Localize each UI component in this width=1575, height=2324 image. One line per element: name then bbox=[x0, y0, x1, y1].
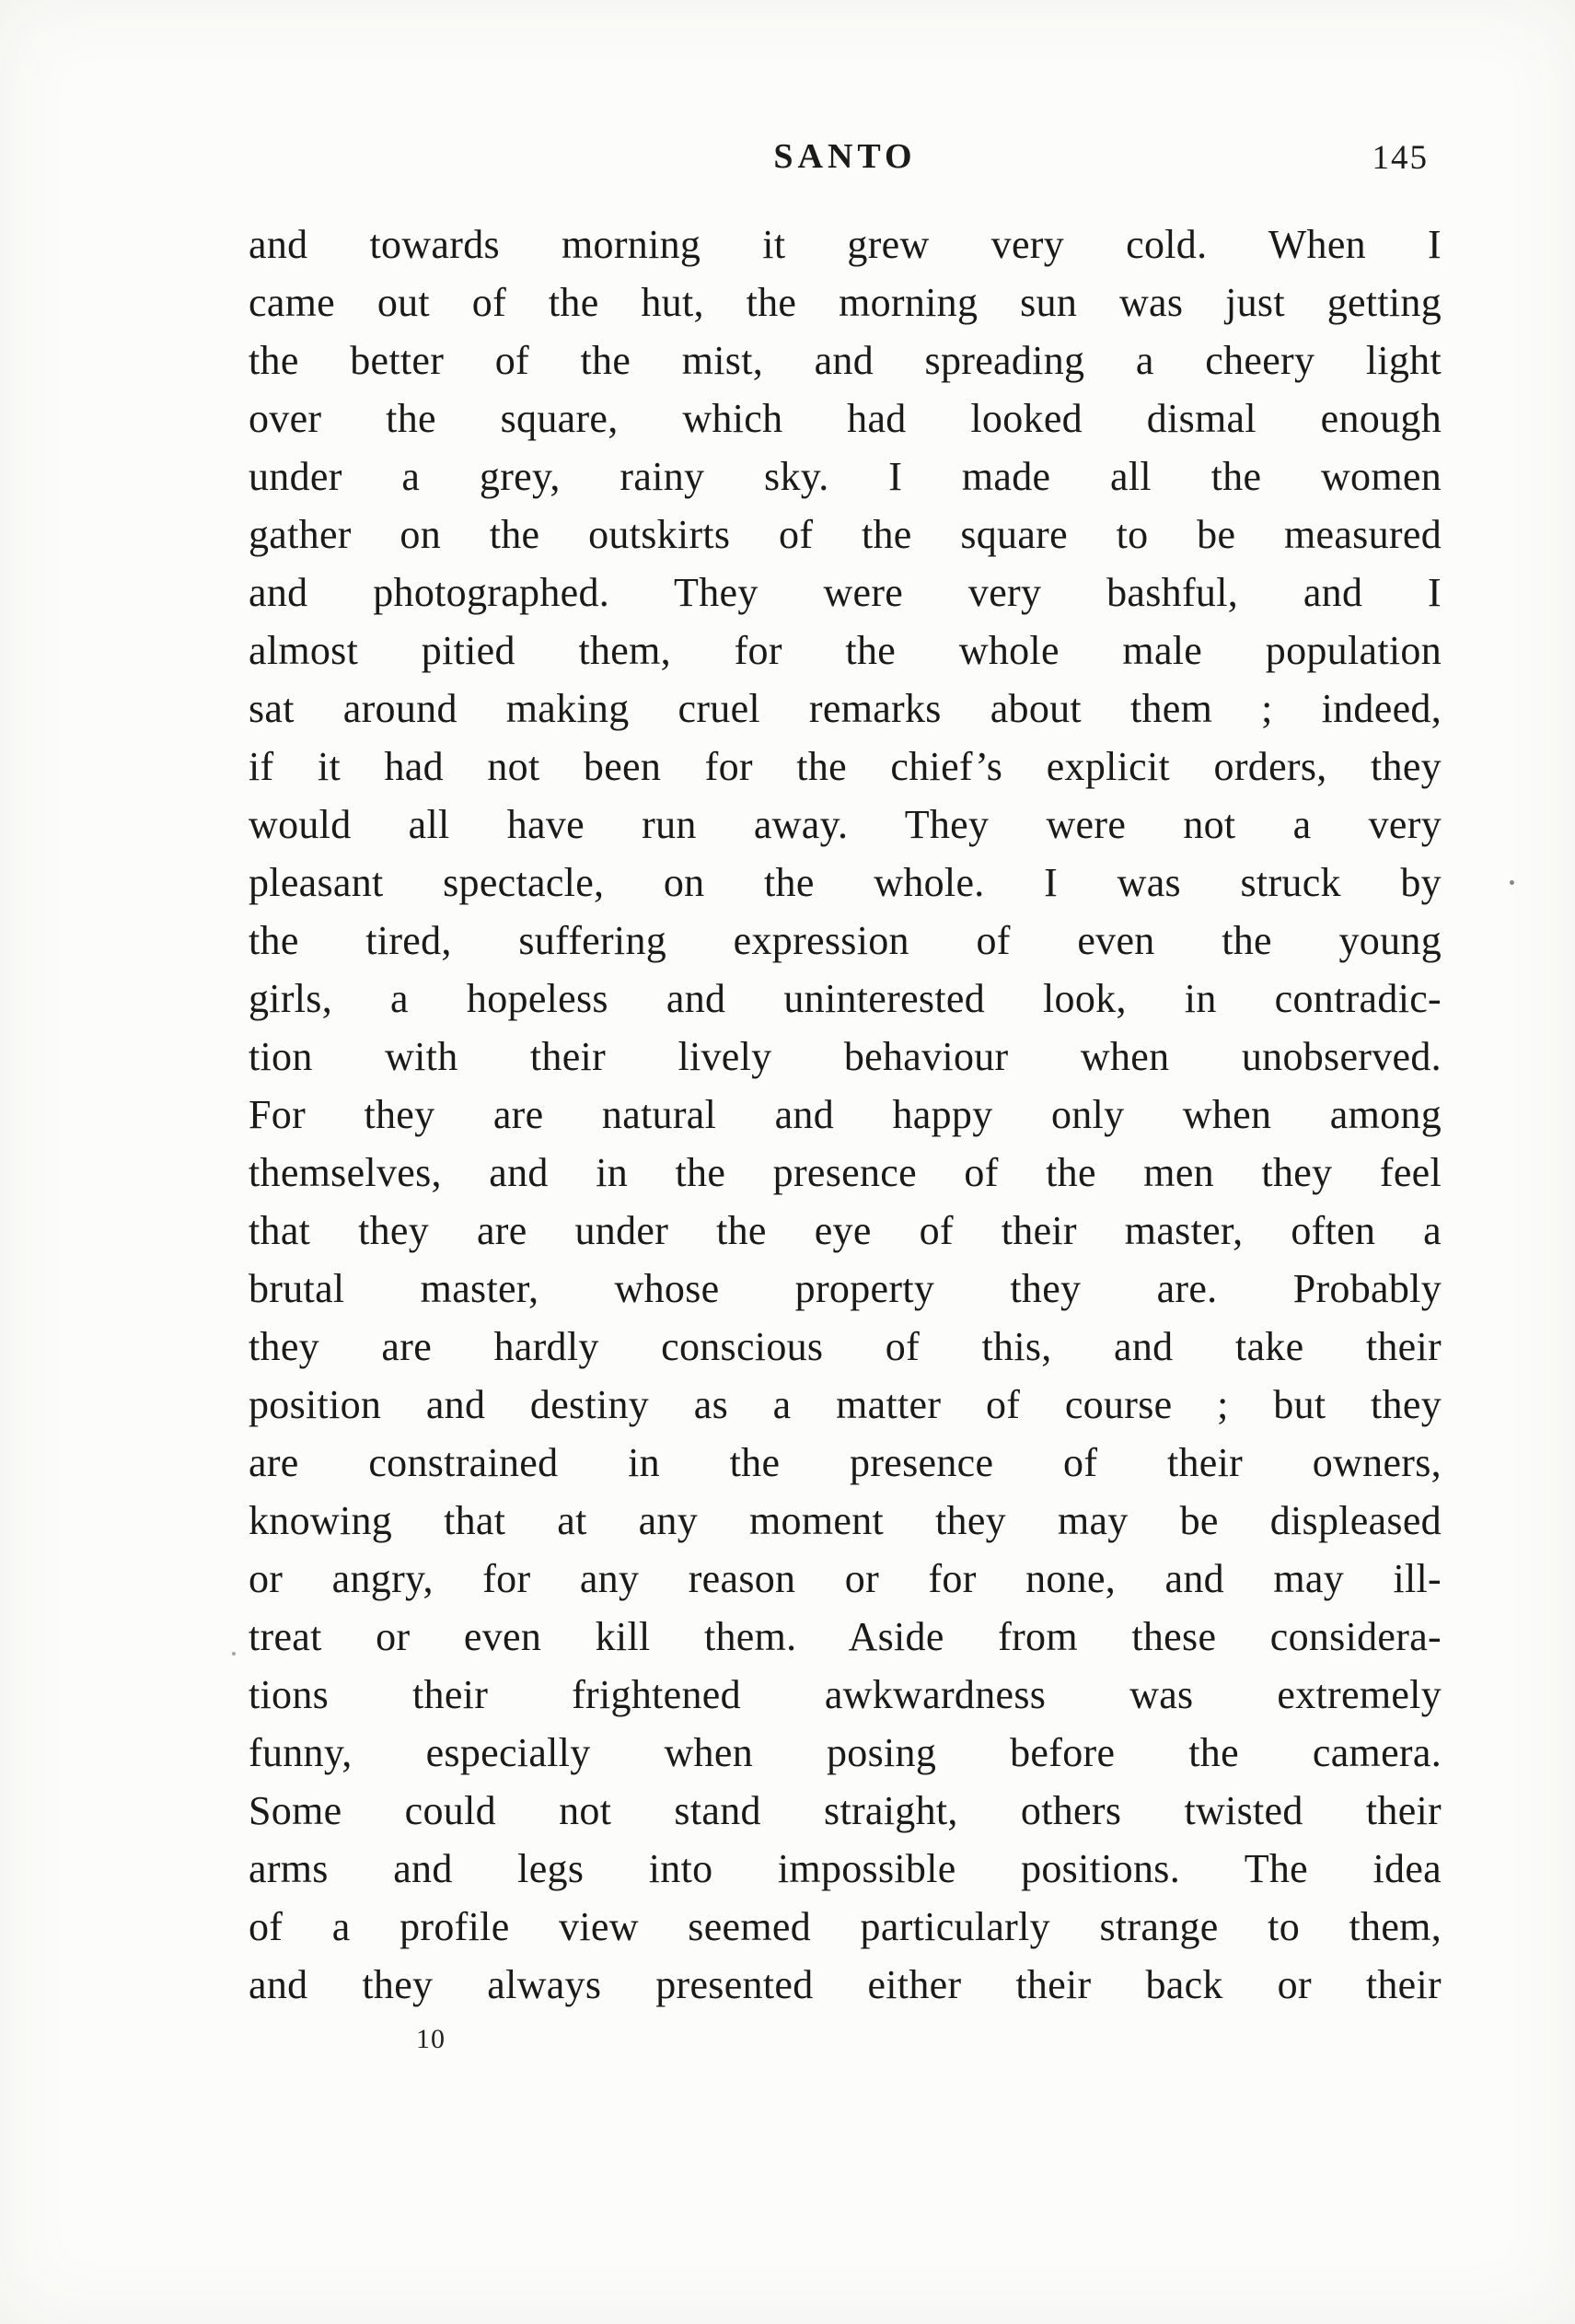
body-text-line: For they are natural and happy only when among bbox=[249, 1092, 1442, 1137]
body-text-line: the better of the mist, and spreading a cheery light bbox=[249, 338, 1442, 383]
chapter-title: SANTO bbox=[773, 137, 917, 176]
body-text-line: almost pitied them, for the whole male population bbox=[249, 628, 1442, 673]
running-head bbox=[249, 136, 1442, 184]
scan-speck bbox=[1510, 880, 1514, 885]
body-text-line: or angry, for any reason or for none, and may ill- bbox=[249, 1556, 1442, 1601]
body-text-line: knowing that at any moment they may be displeased bbox=[249, 1498, 1442, 1543]
body-text-line: position and destiny as a matter of course ; but they bbox=[249, 1382, 1442, 1427]
body-text-line: would all have run away. They were not a very bbox=[249, 802, 1442, 847]
body-text-line: they are hardly conscious of this, and take their bbox=[249, 1324, 1442, 1369]
body-text-line: tions their frightened awkwardness was extremely bbox=[249, 1672, 1442, 1717]
page-number: 145 bbox=[1372, 139, 1429, 177]
body-text-line: themselves, and in the presence of the men they feel bbox=[249, 1150, 1442, 1195]
body-text-line: sat around making cruel remarks about them ; indeed, bbox=[249, 686, 1442, 731]
body-text-line: under a grey, rainy sky. I made all the women bbox=[249, 454, 1442, 499]
body-text-line: gather on the outskirts of the square to be measured bbox=[249, 512, 1442, 557]
body-text-line: and they always presented either their back or their bbox=[249, 1962, 1442, 2007]
body-text-line: funny, especially when posing before the camera. bbox=[249, 1730, 1442, 1775]
body-text-line: pleasant spectacle, on the whole. I was struck by bbox=[249, 860, 1442, 905]
body-text-line: treat or even kill them. Aside from these considera- bbox=[249, 1614, 1442, 1659]
signature-mark: 10 bbox=[416, 2024, 446, 2054]
body-text-line: tion with their lively behaviour when unobserved. bbox=[249, 1034, 1442, 1079]
body-text-block bbox=[249, 215, 1442, 2014]
body-text-line: and towards morning it grew very cold. When I bbox=[249, 222, 1442, 267]
body-text-line: and photographed. They were very bashful, and I bbox=[249, 570, 1442, 615]
body-text-line: if it had not been for the chief’s explicit orders, they bbox=[249, 744, 1442, 789]
body-text-line: are constrained in the presence of their owners, bbox=[249, 1440, 1442, 1485]
body-text-line: the tired, suffering expression of even the young bbox=[249, 918, 1442, 963]
scan-speck bbox=[232, 1652, 236, 1656]
body-text-line: Some could not stand straight, others twisted their bbox=[249, 1788, 1442, 1833]
body-text-line: over the square, which had looked dismal enough bbox=[249, 396, 1442, 441]
body-text-line: brutal master, whose property they are. Probably bbox=[249, 1266, 1442, 1311]
body-text-line: girls, a hopeless and uninterested look, in contradic- bbox=[249, 976, 1442, 1021]
body-text-line: arms and legs into impossible positions. The idea bbox=[249, 1846, 1442, 1891]
body-text-line: came out of the hut, the morning sun was just getting bbox=[249, 280, 1442, 325]
body-text-line: that they are under the eye of their master, often a bbox=[249, 1208, 1442, 1253]
body-text-line: of a profile view seemed particularly strange to them, bbox=[249, 1904, 1442, 1949]
